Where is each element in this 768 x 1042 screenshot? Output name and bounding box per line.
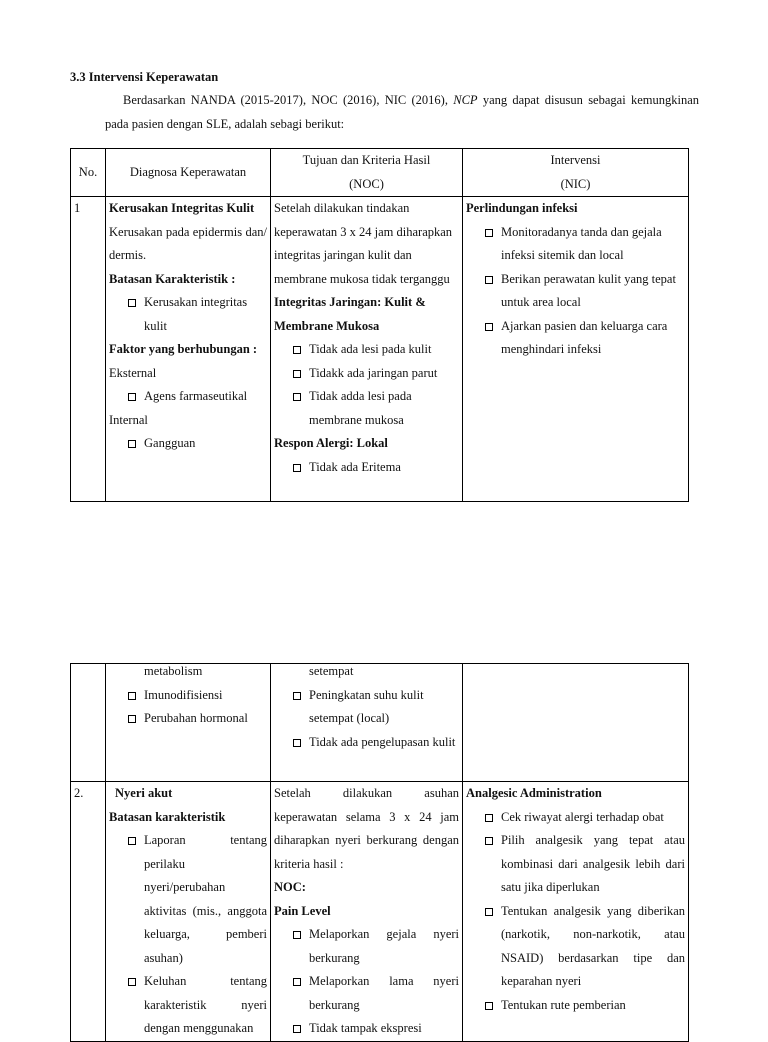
row2-nic-label: Analgesic Administration (466, 786, 602, 800)
row1cont-diag-list (109, 684, 267, 731)
header-no: No. (71, 149, 106, 197)
row1-noc (271, 197, 463, 502)
row1cont-no (71, 664, 106, 782)
header-intervensi (463, 149, 689, 197)
row1-batasan-list (109, 291, 267, 338)
list-item: Melaporkan lama nyeri berkurang (274, 970, 459, 1017)
row2-batasan-list (109, 829, 267, 1041)
intro-part1: Berdasarkan NANDA (2015-2017), NOC (2016), NIC (2016), (123, 93, 454, 107)
row1cont-noc-list (274, 684, 459, 755)
row1-faktor-label: Faktor yang berhubungan : (109, 342, 258, 356)
row2-nic (463, 782, 689, 1042)
list-item: Tentukan rute pemberian (466, 994, 685, 1018)
list-item: Kerusakan integritas kulit (109, 291, 267, 338)
row1-diagnosa (106, 197, 271, 502)
list-item: Gangguan (109, 432, 267, 456)
list-item: Keluhan tentang karakteristik nyeri dengan menggunakan (109, 970, 267, 1041)
row2-noc (271, 782, 463, 1042)
header-tujuan (271, 149, 463, 197)
row1-noc-label2: Respon Alergi: Lokal (274, 436, 388, 450)
list-item: Cek riwayat alergi terhadap obat (466, 806, 685, 830)
row1-eksternal-list (109, 385, 267, 409)
list-item: Peningkatan suhu kulit setempat (local) (274, 684, 459, 731)
row2-noc-list (274, 923, 459, 1041)
intro-ncp: NCP (453, 93, 478, 107)
list-item: Berikan perawatan kulit yang tepat untuk area local (466, 268, 685, 315)
row1cont-nic (463, 664, 689, 782)
list-item: Laporan tentang perilaku nyeri/perubahan aktivitas (mis., anggota keluarga, pemberi asuhan) (109, 829, 267, 970)
row1cont-diagnosa (106, 664, 271, 782)
list-item: Tidak ada lesi pada kulit (274, 338, 459, 362)
header-diagnosa: Diagnosa Keperawatan (106, 149, 271, 197)
header-tujuan-line2: (NOC) (349, 176, 384, 191)
list-item: Monitoradanya tanda dan gejala infeksi sitemik dan local (466, 221, 685, 268)
header-intervensi-line2: (NIC) (560, 176, 591, 191)
list-item: Tidak adda lesi pada membrane mukosa (274, 385, 459, 432)
row2-diag-title: Nyeri akut (115, 786, 173, 800)
table-row (71, 664, 689, 782)
row2-noc-label: NOC: (274, 880, 306, 894)
list-item: Agens farmaseutikal (109, 385, 267, 409)
row1-nic (463, 197, 689, 502)
row2-noc-sublabel: Pain Level (274, 903, 331, 918)
list-item: Imunodifisiensi (109, 684, 267, 708)
intro-paragraph (105, 89, 699, 136)
row1cont-diag-text: metabolism (144, 664, 203, 678)
list-item: Tidak ada pengelupasan kulit (274, 731, 459, 755)
row1-batasan-label: Batasan Karakteristik : (109, 271, 236, 286)
table-row (71, 197, 689, 502)
row1-nic-label: Perlindungan infeksi (466, 201, 578, 215)
list-item: Tidakk ada jaringan parut (274, 362, 459, 386)
table-row (71, 782, 689, 1042)
row1-noc-intro: Setelah dilakukan tindakan keperawatan 3 x 24 jam diharapkan integritas jaringan kulit dan membrane mukosa tidak terganggu (274, 201, 453, 286)
row1-noc-label1: Integritas Jaringan: Kulit & Membrane Mukosa (274, 295, 426, 333)
row1-no: 1 (71, 197, 106, 502)
row1-diag-desc: Kerusakan pada epidermis dan/ dermis. (109, 224, 267, 262)
list-item: Tidak tampak ekspresi (274, 1017, 459, 1041)
header-tujuan-line1: Tujuan dan Kriteria Hasil (302, 153, 431, 167)
row1-internal-list (109, 432, 267, 456)
list-item: Pilih analgesik yang tepat atau kombinasi dari analgesik lebih dari satu jika diperlukan (466, 829, 685, 900)
list-item: Melaporkan gejala nyeri berkurang (274, 923, 459, 970)
row2-nic-list (466, 806, 685, 1018)
header-intervensi-line1: Intervensi (550, 153, 601, 167)
table-header-row (71, 149, 689, 197)
row1-diag-title: Kerusakan Integritas Kulit (109, 201, 255, 215)
row2-no: 2. (71, 782, 106, 1042)
row1-eksternal-label: Eksternal (109, 365, 157, 380)
row1-nic-list (466, 221, 685, 362)
section-heading: 3.3 Intervensi Keperawatan (70, 70, 219, 84)
row1-noc-list2 (274, 456, 459, 480)
row2-diagnosa (106, 782, 271, 1042)
row1cont-noc-text: setempat (309, 664, 354, 678)
row2-noc-intro: Setelah dilakukan asuhan keperawatan selama 3 x 24 jam diharapkan nyeri berkurang dengan kriteria hasil : (274, 786, 459, 871)
list-item: Tentukan analgesik yang diberikan (narkotik, non-narkotik, atau NSAID) berdasarkan tipe dan keparahan nyeri (466, 900, 685, 994)
list-item: Perubahan hormonal (109, 707, 267, 731)
row1cont-noc (271, 664, 463, 782)
row2-batasan-label: Batasan karakteristik (109, 809, 226, 824)
list-item: Tidak ada Eritema (274, 456, 459, 480)
intervention-table-page1 (70, 148, 689, 502)
intro-part2: yang dapat disusun sebagai kemungkinan pada pasien dengan SLE, adalah sebagi berikut: (105, 93, 699, 131)
intervention-table-page2 (70, 663, 689, 1042)
row1-noc-list1 (274, 338, 459, 432)
list-item: Ajarkan pasien dan keluarga cara menghindari infeksi (466, 315, 685, 362)
row1-internal-label: Internal (109, 412, 148, 427)
